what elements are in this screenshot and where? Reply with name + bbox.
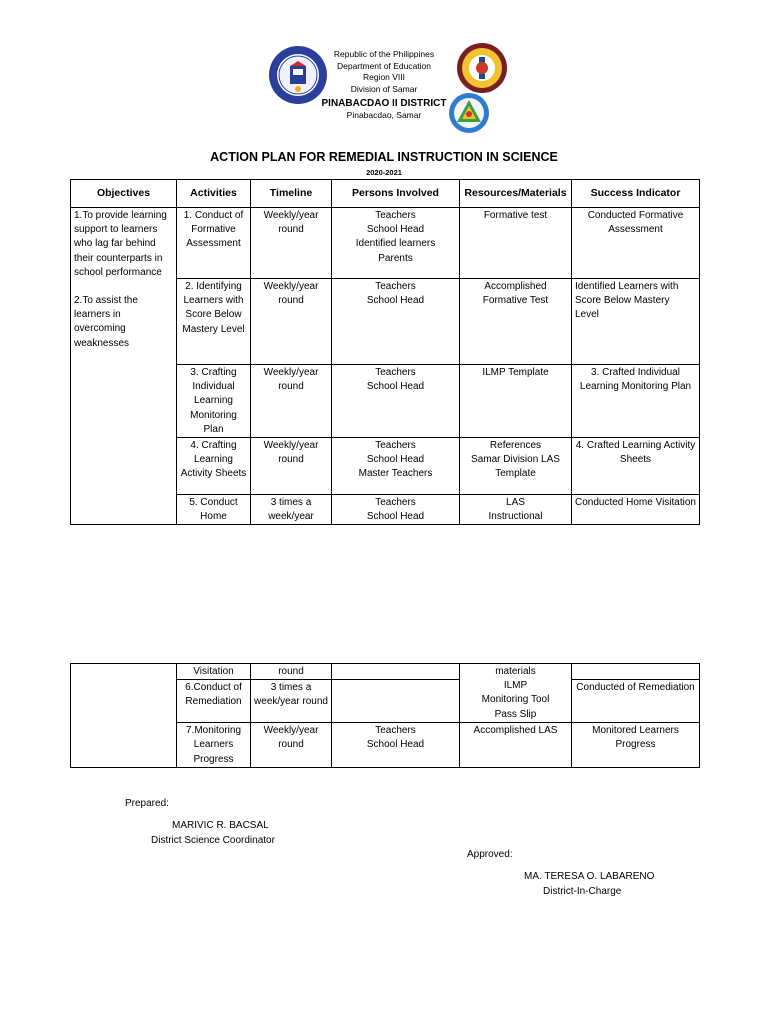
- persons-cell: [332, 680, 460, 723]
- person: Teachers: [375, 440, 416, 452]
- resource: Monitoring Tool: [481, 694, 550, 706]
- approver-title: District-In-Charge: [543, 886, 622, 897]
- person: Teachers: [375, 367, 416, 378]
- persons-cell: [332, 279, 460, 365]
- person: School Head: [366, 511, 425, 523]
- indicator-cell: 3. Crafted Individual Learning Monitoring Plan: [572, 365, 700, 438]
- persons-cell: [332, 495, 460, 525]
- approver-name: MA. TERESA O. LABARENO: [524, 871, 655, 882]
- activity-cell: 2. Identifying Learners with Score Below Mastery Level: [177, 279, 251, 365]
- indicator-cell: Conducted of Remediation: [572, 680, 700, 723]
- preparer-name: MARIVIC R. BACSAL: [172, 820, 269, 831]
- timeline-cell: Weekly/year round: [251, 438, 332, 495]
- resource: Accomplished Formative Test: [482, 281, 549, 307]
- person: Master Teachers: [358, 468, 433, 480]
- persons-cell: [332, 723, 460, 768]
- column-header: Persons Involved: [332, 180, 460, 208]
- activity-cell: 3. Crafting Individual Learning Monitoring Plan: [177, 365, 251, 438]
- district-location: Pinabacdao, Samar: [346, 110, 422, 120]
- prepared-label: Prepared:: [125, 798, 169, 809]
- letterhead: [0, 49, 768, 122]
- person: Teachers: [375, 210, 416, 221]
- resource: Samar Division LAS Template: [471, 454, 560, 480]
- activity-cell: 1. Conduct of Formative Assessment: [177, 208, 251, 279]
- resources-cell: [460, 208, 572, 279]
- document-title: ACTION PLAN FOR REMEDIAL INSTRUCTION IN SCIENCE: [210, 150, 558, 164]
- resources-cell: [460, 365, 572, 438]
- header-line: Division of Samar: [350, 83, 418, 94]
- resource: LAS: [506, 497, 525, 509]
- column-header: Resources/Materials: [460, 180, 572, 208]
- approved-label: Approved:: [467, 849, 513, 860]
- resources-cell: [460, 279, 572, 365]
- person: School Head: [366, 224, 425, 236]
- resources-cell: [460, 723, 572, 768]
- person: Teachers: [375, 497, 416, 509]
- indicator-cell: Monitored Learners Progress: [572, 723, 700, 768]
- persons-cell: [332, 365, 460, 438]
- table-header-row: [71, 180, 700, 208]
- indicator-cell: Conducted Formative Assessment: [572, 208, 700, 279]
- person: Teachers: [375, 281, 416, 292]
- objectives-cell: [71, 664, 177, 768]
- objectives-cell: [71, 208, 177, 525]
- persons-cell: [332, 438, 460, 495]
- table-row: [71, 208, 700, 279]
- resource: Pass Slip: [494, 708, 537, 720]
- resource: Instructional: [488, 511, 543, 523]
- persons-cell: [332, 208, 460, 279]
- district-name: PINABACDAO II DISTRICT: [321, 98, 447, 109]
- school-year: 2020-2021: [366, 168, 402, 177]
- column-header: Success Indicator: [572, 180, 700, 208]
- timeline-cell: Weekly/year round: [251, 365, 332, 438]
- person: School Head: [366, 454, 425, 466]
- resource: Accomplished LAS: [473, 725, 558, 737]
- person: School Head: [366, 381, 425, 393]
- column-header: Timeline: [251, 180, 332, 208]
- timeline-cell: Weekly/year round: [251, 279, 332, 365]
- action-plan-table: [70, 179, 700, 525]
- resource: References: [489, 440, 542, 452]
- header-line: Region VIII: [362, 72, 406, 82]
- person: Identified learners: [355, 238, 436, 250]
- header-line: Department of Education: [336, 60, 432, 71]
- column-header: Objectives: [71, 180, 177, 208]
- resource: ILMP Template: [482, 367, 549, 378]
- activity-cell: 6.Conduct of Remediation: [177, 680, 251, 723]
- activity-cell: 4. Crafting Learning Activity Sheets: [177, 438, 251, 495]
- timeline-cell: round: [251, 664, 332, 680]
- column-header: Activities: [177, 180, 251, 208]
- resources-cell: [460, 438, 572, 495]
- persons-cell: [332, 664, 460, 680]
- timeline-cell: 3 times a week/year round: [251, 680, 332, 723]
- header-line: Republic of the Philippines: [333, 49, 435, 59]
- indicator-cell: Conducted Home Visitation: [572, 495, 700, 525]
- action-plan-table-continued: [70, 663, 700, 768]
- activity-cell: Visitation: [177, 664, 251, 680]
- table-row: [71, 664, 700, 680]
- preparer-title: District Science Coordinator: [151, 835, 275, 846]
- timeline-cell: Weekly/year round: [251, 723, 332, 768]
- indicator-cell: 4. Crafted Learning Activity Sheets: [572, 438, 700, 495]
- objective-2: 2.To assist the learners in overcoming weaknesses: [74, 295, 138, 349]
- resources-cell: [460, 495, 572, 525]
- person: School Head: [366, 739, 425, 751]
- person: School Head: [366, 295, 425, 307]
- resource: materials: [495, 666, 536, 677]
- person: Teachers: [375, 725, 416, 737]
- resources-cell: [460, 664, 572, 723]
- timeline-cell: Weekly/year round: [251, 208, 332, 279]
- timeline-cell: 3 times a week/year: [251, 495, 332, 525]
- person: Parents: [378, 252, 413, 264]
- activity-cell: 7.Monitoring Learners Progress: [177, 723, 251, 768]
- resource: Formative test: [483, 210, 548, 221]
- activity-cell: 5. Conduct Home: [177, 495, 251, 525]
- indicator-cell: Identified Learners with Score Below Mastery Level: [572, 279, 700, 365]
- objective-1: 1.To provide learning support to learners who lag far behind their counterparts in school performance: [74, 210, 167, 278]
- indicator-cell: [572, 664, 700, 680]
- resource: ILMP: [503, 680, 528, 692]
